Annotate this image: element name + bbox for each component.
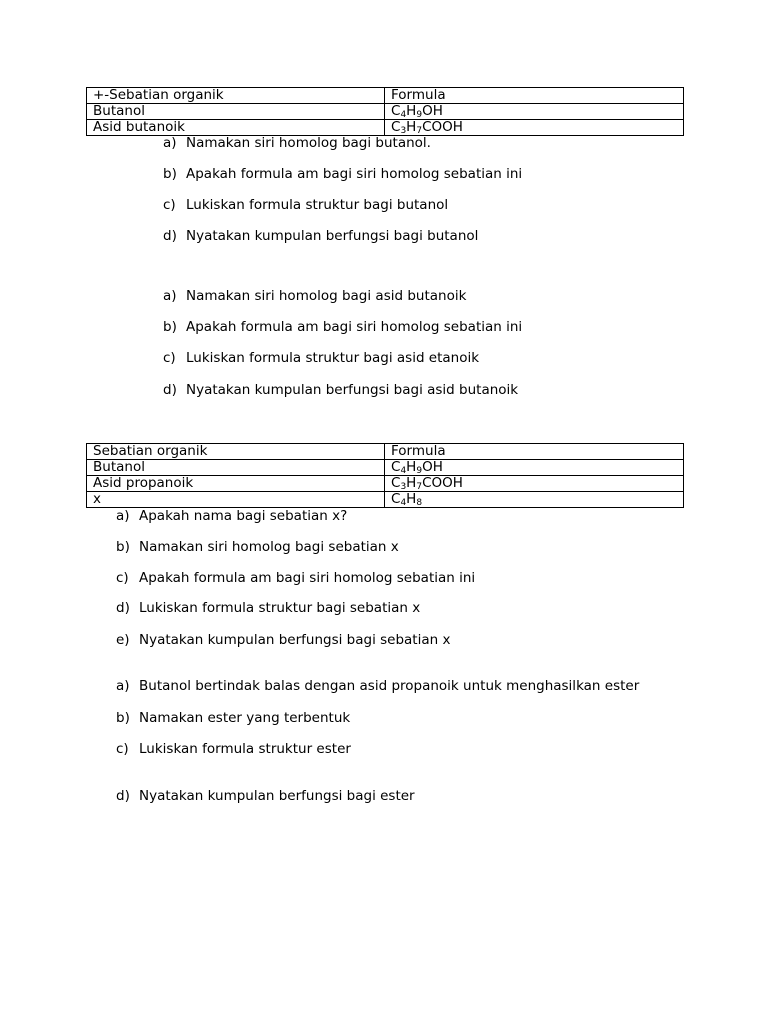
question-item [116, 632, 450, 649]
question-item [116, 678, 639, 695]
question-label: b) [163, 166, 177, 182]
table-header-row [87, 444, 684, 460]
question-text: Nyatakan kumpulan berfungsi bagi ester [139, 788, 415, 804]
question-text: Nyatakan kumpulan berfungsi bagi asid butanoik [186, 382, 519, 398]
question-label: a) [163, 288, 177, 304]
compound-formula: $C_3H_7COOH$ [385, 476, 684, 492]
compound-name: Asid propanoik [87, 476, 385, 492]
table-row [87, 492, 684, 508]
formula-subscript: 7 [416, 126, 423, 136]
question-text: Namakan ester yang terbentuk [139, 710, 351, 726]
question-item [163, 319, 522, 336]
header-formula: Formula [385, 88, 684, 104]
formula-subscript: 7 [416, 482, 423, 492]
question-label: c) [116, 741, 129, 757]
compound-formula: $C_4H_8$ [385, 492, 684, 508]
question-item [116, 710, 350, 727]
question-label: d) [163, 382, 177, 398]
question-text: Apakah formula am bagi siri homolog sebatian ini [186, 319, 523, 335]
header-compound: Sebatian organik [87, 444, 385, 460]
question-label: b) [116, 539, 130, 555]
question-item [163, 228, 478, 245]
question-text: Lukiskan formula struktur ester [139, 741, 351, 757]
question-label: c) [163, 350, 176, 366]
header-formula: Formula [385, 444, 684, 460]
question-item [116, 508, 347, 525]
question-label: a) [116, 678, 130, 694]
table-row [87, 460, 684, 476]
question-item [163, 135, 431, 152]
compound-name: Asid butanoik [87, 120, 385, 136]
question-label: e) [116, 632, 130, 648]
question-label: d) [116, 788, 130, 804]
question-text: Nyatakan kumpulan berfungsi bagi butanol [186, 228, 479, 244]
table-row [87, 120, 684, 136]
question-label: c) [163, 197, 176, 213]
formula-subscript: 8 [416, 498, 423, 508]
question-text: Butanol bertindak balas dengan asid propanoik untuk menghasilkan ester [139, 678, 640, 694]
question-label: d) [116, 600, 130, 616]
question-item [116, 570, 475, 587]
question-item [116, 539, 399, 556]
question-item [116, 741, 351, 758]
question-text: Lukiskan formula struktur bagi sebatian x [139, 600, 421, 616]
question-text: Lukiskan formula struktur bagi butanol [186, 197, 449, 213]
formula-subscript: 4 [400, 466, 407, 476]
question-text: Lukiskan formula struktur bagi asid etanoik [186, 350, 480, 366]
compound-name: Butanol [87, 104, 385, 120]
question-text: Namakan siri homolog bagi butanol. [186, 135, 431, 151]
table-row [87, 476, 684, 492]
question-item [163, 166, 522, 183]
question-label: b) [116, 710, 130, 726]
table-header-row [87, 88, 684, 104]
formula-subscript: 9 [416, 110, 423, 120]
question-label: d) [163, 228, 177, 244]
question-text: Namakan siri homolog bagi asid butanoik [186, 288, 467, 304]
formula-subscript: 4 [400, 110, 407, 120]
formula-subscript: 3 [400, 126, 407, 136]
compound-name: x [87, 492, 385, 508]
compound-table-2 [86, 443, 684, 508]
question-text: Nyatakan kumpulan berfungsi bagi sebatian x [139, 632, 451, 648]
question-item [163, 382, 518, 399]
question-text: Apakah formula am bagi siri homolog sebatian ini [186, 166, 523, 182]
question-label: a) [163, 135, 177, 151]
compound-formula: $C_4H_9OH$ [385, 104, 684, 120]
question-item [163, 350, 479, 367]
header-compound: +-Sebatian organik [87, 88, 385, 104]
compound-formula: $C_3H_7COOH$ [385, 120, 684, 136]
question-text: Apakah formula am bagi siri homolog sebatian ini [139, 570, 476, 586]
formula-subscript: 3 [400, 482, 407, 492]
question-text: Namakan siri homolog bagi sebatian x [139, 539, 399, 555]
compound-name: Butanol [87, 460, 385, 476]
formula-subscript: 4 [400, 498, 407, 508]
question-item [116, 788, 415, 805]
question-item [163, 288, 466, 305]
question-label: c) [116, 570, 129, 586]
question-label: b) [163, 319, 177, 335]
question-text: Apakah nama bagi sebatian x? [139, 508, 348, 524]
compound-table-1 [86, 87, 684, 136]
table-row [87, 104, 684, 120]
question-item [163, 197, 448, 214]
question-item [116, 600, 420, 617]
compound-formula: $C_4H_9OH$ [385, 460, 684, 476]
question-label: a) [116, 508, 130, 524]
formula-subscript: 9 [416, 466, 423, 476]
